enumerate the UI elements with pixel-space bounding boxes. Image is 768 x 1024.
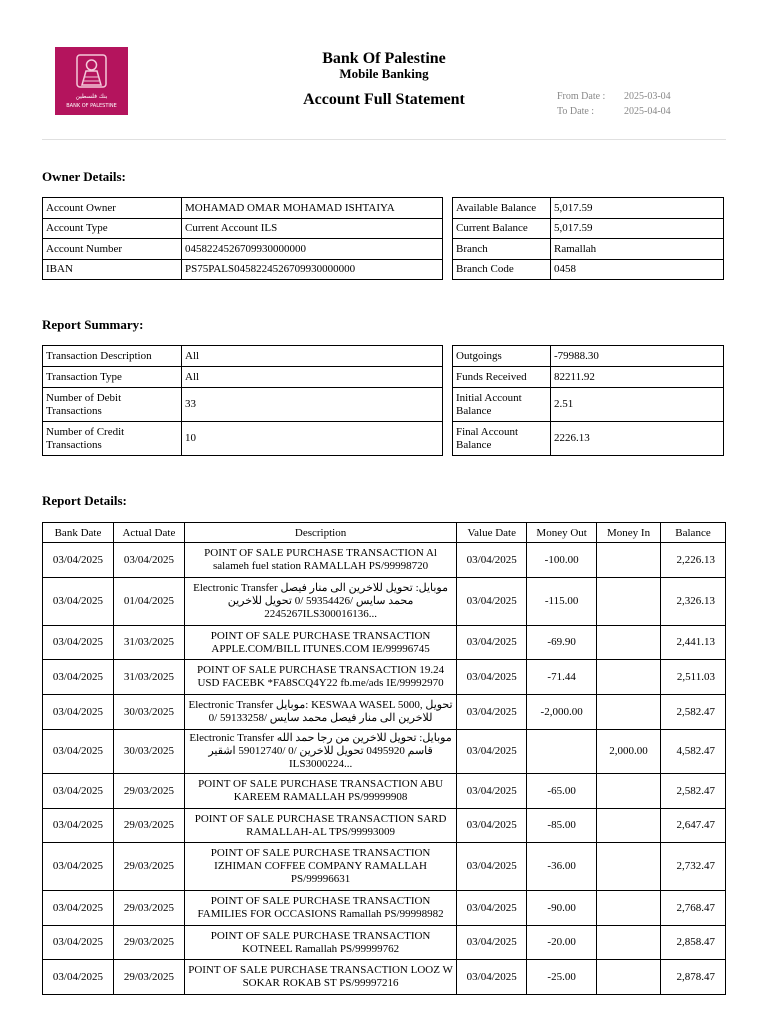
owner-row — [43, 260, 443, 280]
bank-date-cell: 03/04/2025 — [43, 891, 114, 926]
description-cell: POINT OF SALE PURCHASE TRANSACTION KOTNEEL Ramallah PS/99999762 — [184, 926, 456, 960]
column-header-description: Description — [184, 523, 456, 543]
balance-cell: 2,582.47 — [661, 695, 726, 730]
report-summary-title: Report Summary: — [42, 317, 144, 332]
money-out-cell: -20.00 — [527, 926, 597, 960]
money-in-cell — [597, 578, 661, 626]
balance-value: Ramallah — [551, 239, 724, 260]
money-out-cell: -71.44 — [527, 660, 597, 695]
value-date-cell: 03/04/2025 — [457, 695, 527, 730]
value-date-cell: 03/04/2025 — [457, 926, 527, 960]
owner-value: PS75PALS0458224526709930000000 — [182, 260, 443, 280]
balance-cell: 2,582.47 — [661, 774, 726, 809]
actual-date-cell: 31/03/2025 — [113, 660, 184, 695]
balance-cell: 2,878.47 — [661, 960, 726, 995]
value-date-cell: 03/04/2025 — [457, 543, 527, 578]
money-in-cell — [597, 843, 661, 891]
bank-subtitle: Mobile Banking — [339, 66, 429, 81]
summary-value: All — [182, 367, 443, 388]
to-date-value: 2025-04-04 — [624, 106, 671, 117]
owner-label: Account Number — [43, 239, 182, 260]
balance-cell: 2,768.47 — [661, 891, 726, 926]
description-cell: POINT OF SALE PURCHASE TRANSACTION 19.24 USD FACEBK *FA8SCQ4Y22 fb.me/ads IE/99992970 — [184, 660, 456, 695]
balance-cell: 2,732.47 — [661, 843, 726, 891]
owner-value: 0458224526709930000000 — [182, 239, 443, 260]
actual-date-cell: 03/04/2025 — [113, 543, 184, 578]
to-date-label: To Date : — [557, 106, 595, 117]
bank-date-cell: 03/04/2025 — [43, 695, 114, 730]
summary-label: Number of Credit Transactions — [43, 422, 182, 456]
owner-value: Current Account ILS — [182, 219, 443, 239]
date-range — [557, 89, 671, 119]
money-out-cell: -69.90 — [527, 626, 597, 660]
table-row — [43, 660, 726, 695]
description-cell: POINT OF SALE PURCHASE TRANSACTION FAMILIES FOR OCCASIONS Ramallah PS/99998982 — [184, 891, 456, 926]
table-row — [43, 809, 726, 843]
header-divider — [42, 139, 726, 140]
funds-row — [453, 346, 724, 367]
balance-label: Branch — [453, 239, 551, 260]
money-out-cell: -115.00 — [527, 578, 597, 626]
column-header-money-out: Money Out — [527, 523, 597, 543]
summary-value: 10 — [182, 422, 443, 456]
money-out-cell: -65.00 — [527, 774, 597, 809]
balance-row — [453, 239, 724, 260]
money-in-cell — [597, 960, 661, 995]
balance-row — [453, 219, 724, 239]
actual-date-cell: 31/03/2025 — [113, 626, 184, 660]
description-cell: Electronic Transfer موبايل: تحويل للاخرين الى منار فيصل محمد سايس /59354426 /0 تحويل للاخرين 2245267ILS300016136... — [184, 578, 456, 626]
summary-row — [43, 367, 443, 388]
description-cell: POINT OF SALE PURCHASE TRANSACTION ABU KAREEM RAMALLAH PS/99999908 — [184, 774, 456, 809]
description-cell: POINT OF SALE PURCHASE TRANSACTION APPLE.COM/BILL ITUNES.COM IE/99996745 — [184, 626, 456, 660]
actual-date-cell: 29/03/2025 — [113, 891, 184, 926]
owner-row — [43, 239, 443, 260]
money-out-cell: -100.00 — [527, 543, 597, 578]
description-cell: Electronic Transfer موبايل: تحويل للاخرين من رجا حمد الله قاسم 0495920 تحويل للاخرين /0 /59012740 اشقير ILS3000224... — [184, 730, 456, 774]
summary-value: All — [182, 346, 443, 367]
funds-value: -79988.30 — [551, 346, 724, 367]
summary-table — [42, 345, 443, 456]
balance-cell: 2,226.13 — [661, 543, 726, 578]
actual-date-cell: 29/03/2025 — [113, 926, 184, 960]
balance-label: Available Balance — [453, 198, 551, 219]
actual-date-cell: 01/04/2025 — [113, 578, 184, 626]
bank-date-cell: 03/04/2025 — [43, 774, 114, 809]
balance-value: 0458 — [551, 260, 724, 280]
table-header-row — [43, 523, 726, 543]
bank-date-cell: 03/04/2025 — [43, 543, 114, 578]
value-date-cell: 03/04/2025 — [457, 960, 527, 995]
funds-summary-table — [452, 345, 724, 456]
balance-value: 5,017.59 — [551, 198, 724, 219]
description-cell: Electronic Transfer موبايل: KESWAA WASEL 5000, تحويل للاخرين الى منار فيصل محمد سايس /59133258 /0 — [184, 695, 456, 730]
column-header-value-date: Value Date — [457, 523, 527, 543]
bank-name: Bank Of Palestine — [322, 50, 446, 67]
table-row — [43, 578, 726, 626]
money-in-cell — [597, 660, 661, 695]
table-row — [43, 926, 726, 960]
bank-date-cell: 03/04/2025 — [43, 626, 114, 660]
bank-date-cell: 03/04/2025 — [43, 843, 114, 891]
money-in-cell — [597, 695, 661, 730]
owner-row — [43, 198, 443, 219]
report-details-title: Report Details: — [42, 493, 127, 508]
svg-text:BANK OF PALESTINE: BANK OF PALESTINE — [66, 103, 117, 109]
owner-value: MOHAMAD OMAR MOHAMAD ISHTAIYA — [182, 198, 443, 219]
actual-date-cell: 30/03/2025 — [113, 730, 184, 774]
bank-date-cell: 03/04/2025 — [43, 730, 114, 774]
owner-label: Account Type — [43, 219, 182, 239]
money-in-cell — [597, 543, 661, 578]
balance-row — [453, 198, 724, 219]
bank-date-cell: 03/04/2025 — [43, 926, 114, 960]
table-row — [43, 626, 726, 660]
money-in-cell — [597, 809, 661, 843]
value-date-cell: 03/04/2025 — [457, 774, 527, 809]
funds-value: 2226.13 — [551, 422, 724, 456]
balance-label: Current Balance — [453, 219, 551, 239]
balance-cell: 2,441.13 — [661, 626, 726, 660]
funds-row — [453, 388, 724, 422]
funds-label: Outgoings — [453, 346, 551, 367]
money-in-cell — [597, 774, 661, 809]
money-in-cell — [597, 891, 661, 926]
actual-date-cell: 29/03/2025 — [113, 809, 184, 843]
summary-row — [43, 388, 443, 422]
money-in-cell: 2,000.00 — [597, 730, 661, 774]
funds-row — [453, 422, 724, 456]
table-row — [43, 730, 726, 774]
description-cell: POINT OF SALE PURCHASE TRANSACTION LOOZ W SOKAR ROKAB ST PS/99997216 — [184, 960, 456, 995]
balance-value: 5,017.59 — [551, 219, 724, 239]
funds-value: 2.51 — [551, 388, 724, 422]
from-date-value: 2025-03-04 — [624, 91, 671, 102]
summary-row — [43, 422, 443, 456]
bank-date-cell: 03/04/2025 — [43, 660, 114, 695]
bank-date-cell: 03/04/2025 — [43, 578, 114, 626]
description-cell: POINT OF SALE PURCHASE TRANSACTION SARD RAMALLAH-AL TPS/99993009 — [184, 809, 456, 843]
summary-label: Transaction Description — [43, 346, 182, 367]
funds-label: Final Account Balance — [453, 422, 551, 456]
balance-cell: 2,858.47 — [661, 926, 726, 960]
from-date-label: From Date : — [557, 91, 606, 102]
money-out-cell: -85.00 — [527, 809, 597, 843]
actual-date-cell: 29/03/2025 — [113, 774, 184, 809]
summary-row — [43, 346, 443, 367]
table-row — [43, 891, 726, 926]
column-header-money-in: Money In — [597, 523, 661, 543]
balance-label: Branch Code — [453, 260, 551, 280]
balance-cell: 4,582.47 — [661, 730, 726, 774]
money-out-cell: -90.00 — [527, 891, 597, 926]
column-header-bank-date: Bank Date — [43, 523, 114, 543]
actual-date-cell: 29/03/2025 — [113, 960, 184, 995]
funds-label: Funds Received — [453, 367, 551, 388]
bank-date-cell: 03/04/2025 — [43, 960, 114, 995]
owner-details-table — [42, 197, 443, 280]
balance-cell: 2,647.47 — [661, 809, 726, 843]
actual-date-cell: 29/03/2025 — [113, 843, 184, 891]
balance-cell: 2,326.13 — [661, 578, 726, 626]
owner-label: IBAN — [43, 260, 182, 280]
column-header-actual-date: Actual Date — [113, 523, 184, 543]
description-cell: POINT OF SALE PURCHASE TRANSACTION IZHIMAN COFFEE COMPANY RAMALLAH PS/99996631 — [184, 843, 456, 891]
table-row — [43, 543, 726, 578]
table-row — [43, 843, 726, 891]
owner-row — [43, 219, 443, 239]
money-out-cell: -2,000.00 — [527, 695, 597, 730]
description-cell: POINT OF SALE PURCHASE TRANSACTION Al salameh fuel station RAMALLAH PS/99998720 — [184, 543, 456, 578]
funds-value: 82211.92 — [551, 367, 724, 388]
summary-value: 33 — [182, 388, 443, 422]
actual-date-cell: 30/03/2025 — [113, 695, 184, 730]
bank-date-cell: 03/04/2025 — [43, 809, 114, 843]
balance-details-table — [452, 197, 724, 280]
funds-row — [453, 367, 724, 388]
statement-title: Account Full Statement — [303, 91, 465, 108]
transactions-table — [42, 522, 726, 995]
value-date-cell: 03/04/2025 — [457, 809, 527, 843]
owner-label: Account Owner — [43, 198, 182, 219]
column-header-balance: Balance — [661, 523, 726, 543]
money-out-cell: -36.00 — [527, 843, 597, 891]
table-row — [43, 695, 726, 730]
money-in-cell — [597, 626, 661, 660]
value-date-cell: 03/04/2025 — [457, 843, 527, 891]
balance-row — [453, 260, 724, 280]
summary-label: Transaction Type — [43, 367, 182, 388]
table-row — [43, 774, 726, 809]
table-row — [43, 960, 726, 995]
value-date-cell: 03/04/2025 — [457, 626, 527, 660]
money-out-cell: -25.00 — [527, 960, 597, 995]
summary-label: Number of Debit Transactions — [43, 388, 182, 422]
value-date-cell: 03/04/2025 — [457, 730, 527, 774]
value-date-cell: 03/04/2025 — [457, 660, 527, 695]
value-date-cell: 03/04/2025 — [457, 578, 527, 626]
owner-details-title: Owner Details: — [42, 169, 126, 184]
money-in-cell — [597, 926, 661, 960]
value-date-cell: 03/04/2025 — [457, 891, 527, 926]
money-out-cell — [527, 730, 597, 774]
svg-text:بنك فلسطين: بنك فلسطين — [75, 93, 108, 100]
balance-cell: 2,511.03 — [661, 660, 726, 695]
funds-label: Initial Account Balance — [453, 388, 551, 422]
